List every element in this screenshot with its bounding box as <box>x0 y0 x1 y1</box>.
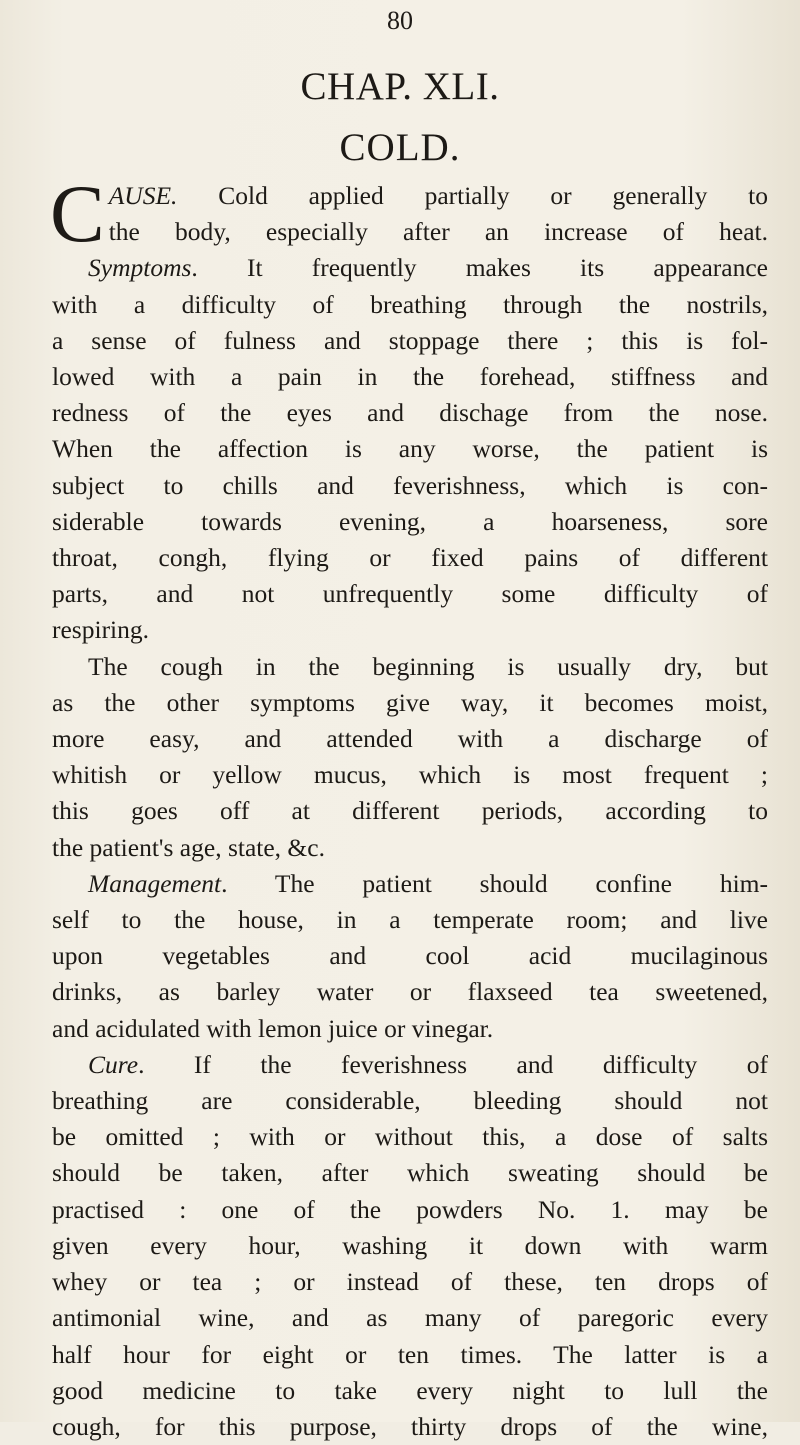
text-line: good medicine to take every night to lull the <box>52 1375 768 1405</box>
text-line: whey or tea ; or instead of these, ten drops of <box>52 1267 768 1297</box>
text-line: AUSE. Cold applied partially or generally to <box>108 181 768 210</box>
section-label-symptoms: Symptoms <box>88 253 192 283</box>
text-line: the body, especially after an increase of heat. <box>108 217 768 247</box>
chapter-title: COLD. <box>339 126 461 169</box>
text-line: drinks, as barley water or flaxseed tea sweetened, <box>52 977 768 1007</box>
text-line: and acidulated with lemon juice or vinegar. <box>52 1013 494 1043</box>
text-line: siderable towards evening, a hoarseness, sore <box>52 506 768 536</box>
text-line: half hour for eight or ten times. The latter is a <box>52 1339 768 1369</box>
drop-cap: C <box>50 168 105 259</box>
text-line: the patient's age, state, &c. <box>52 832 325 862</box>
text-line: breathing are considerable, bleeding should not <box>52 1086 768 1116</box>
text-line: be omitted ; with or without this, a dose of salts <box>52 1122 768 1152</box>
text-line: The cough in the beginning is usually dry, but <box>88 651 768 681</box>
text-line: lowed with a pain in the forehead, stiffness and <box>52 362 768 392</box>
chapter-heading: CHAP. XLI. <box>300 65 500 108</box>
text-line: throat, congh, flying or fixed pains of different <box>52 543 768 573</box>
text-line: redness of the eyes and dischage from the nose. <box>52 398 768 428</box>
text-line: more easy, and attended with a discharge of <box>52 724 768 754</box>
text-line: with a difficulty of breathing through the nostrils, <box>52 289 768 319</box>
text-line: self to the house, in a temperate room; and live <box>52 905 768 935</box>
section-label-cause: AUSE. <box>108 181 178 210</box>
body-text <box>50 168 768 1445</box>
text-line: whitish or yellow mucus, which is most frequent ; <box>52 760 768 790</box>
text-line: respiring. <box>52 615 150 645</box>
text-line: given every hour, washing it down with warm <box>52 1230 768 1260</box>
text-line: subject to chills and feverishness, which is con- <box>52 470 768 500</box>
text-line: a sense of fulness and stoppage there ; this is fol- <box>52 325 768 355</box>
page-number: 80 <box>387 6 413 35</box>
text-line: Cure. If the feverishness and difficulty of <box>88 1049 768 1079</box>
text-line: cough, for this purpose, thirty drops of the wine, <box>52 1411 768 1441</box>
text-line: antimonial wine, and as many of paregoric every <box>52 1303 768 1333</box>
text-line: this goes off at different periods, according to <box>52 796 768 826</box>
text-line: When the affection is any worse, the patient is <box>52 434 768 464</box>
text-line: practised : one of the powders No. 1. may be <box>52 1194 768 1224</box>
text-line: parts, and not unfrequently some difficulty of <box>52 579 768 609</box>
text-line: as the other symptoms give way, it becomes moist, <box>52 687 768 717</box>
section-label-cure: Cure <box>88 1049 139 1079</box>
section-label-management: Management <box>88 868 222 898</box>
text-line: Symptoms. It frequently makes its appearance <box>88 253 768 283</box>
text-line: Management. The patient should confine him- <box>88 868 768 898</box>
text-line: should be taken, after which sweating should be <box>52 1158 768 1188</box>
text-line: upon vegetables and cool acid mucilaginous <box>52 941 768 971</box>
